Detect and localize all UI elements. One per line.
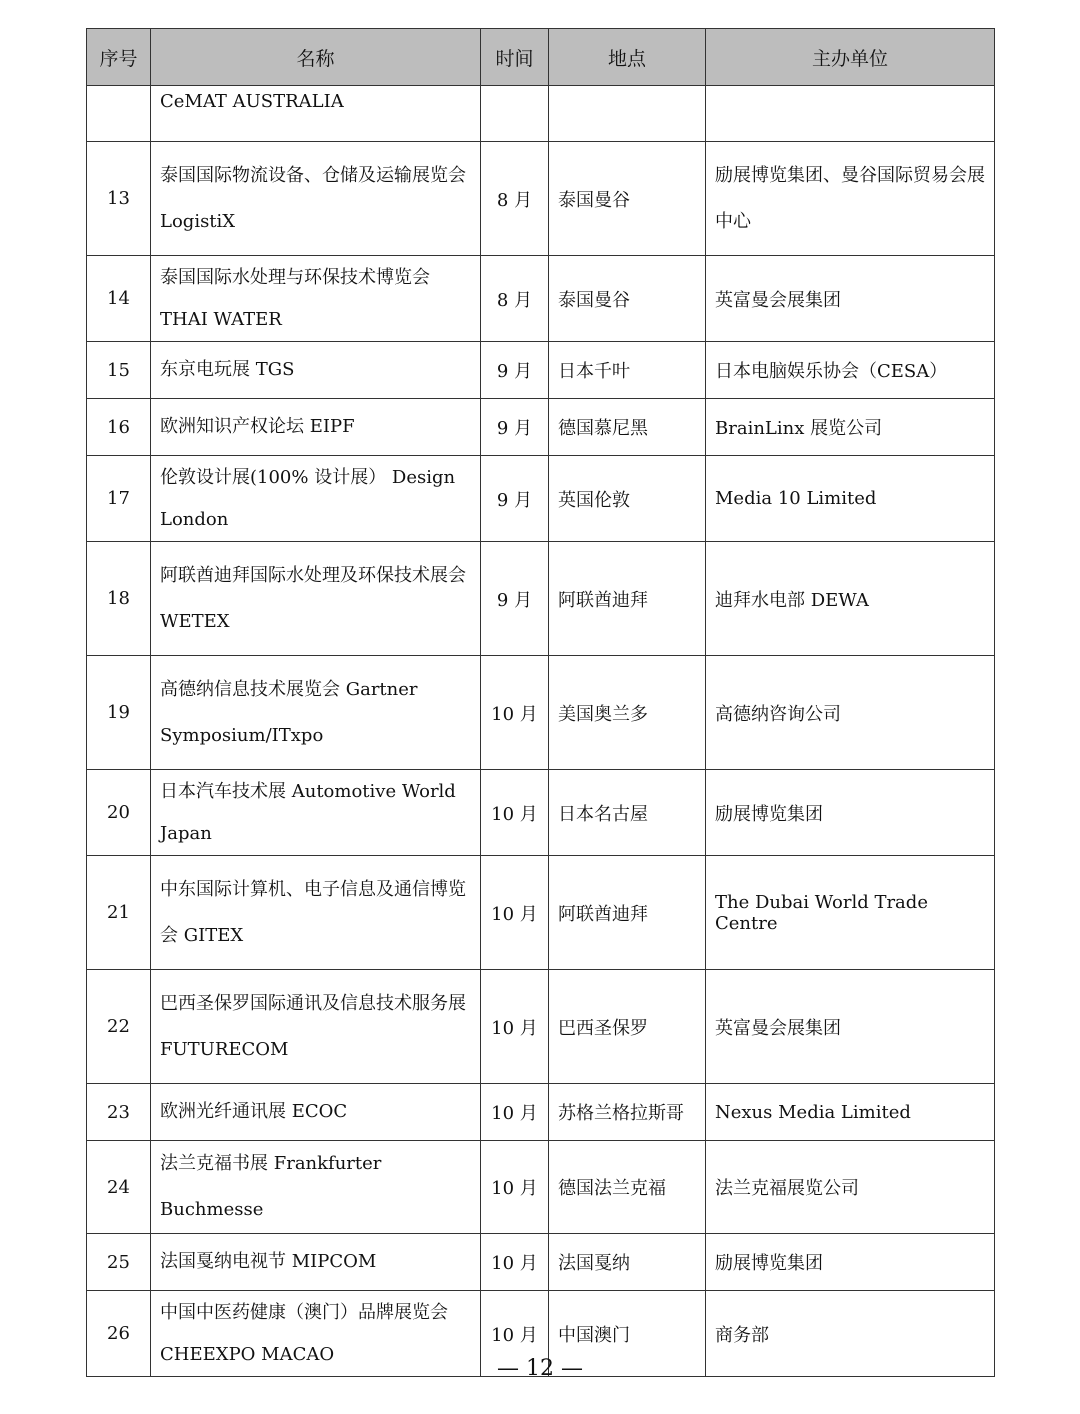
row-organizer: 励展博览集团 (706, 770, 995, 856)
row-index: 24 (87, 1141, 151, 1234)
table-row (87, 656, 995, 770)
row-time (481, 86, 549, 142)
row-organizer: 法兰克福展览公司 (706, 1141, 995, 1234)
row-index: 26 (87, 1291, 151, 1377)
row-organizer: BrainLinx 展览公司 (706, 399, 995, 456)
table-row (87, 770, 995, 856)
row-organizer: 励展博览集团、曼谷国际贸易会展中心 (706, 142, 995, 256)
row-location: 德国法兰克福 (549, 1141, 706, 1234)
row-time: 9 月 (481, 542, 549, 656)
row-location: 法国戛纳 (549, 1234, 706, 1291)
table-row (87, 342, 995, 399)
header-location: 地点 (549, 29, 706, 86)
row-organizer (706, 86, 995, 142)
table-row (87, 1234, 995, 1291)
row-name: 巴西圣保罗国际通讯及信息技术服务展 FUTURECOM (151, 970, 481, 1084)
row-location: 阿联酋迪拜 (549, 856, 706, 970)
table-row (87, 542, 995, 656)
row-location (549, 86, 706, 142)
table-row (87, 142, 995, 256)
row-location: 巴西圣保罗 (549, 970, 706, 1084)
row-time: 8 月 (481, 256, 549, 342)
row-name: 泰国国际水处理与环保技术博览会 THAI WATER (151, 256, 481, 342)
row-organizer: 商务部 (706, 1291, 995, 1377)
row-index: 13 (87, 142, 151, 256)
row-time: 10 月 (481, 656, 549, 770)
row-index: 23 (87, 1084, 151, 1141)
row-organizer: 励展博览集团 (706, 1234, 995, 1291)
row-time: 10 月 (481, 770, 549, 856)
row-time: 10 月 (481, 1234, 549, 1291)
row-time: 8 月 (481, 142, 549, 256)
row-index: 17 (87, 456, 151, 542)
row-index: 14 (87, 256, 151, 342)
row-index: 22 (87, 970, 151, 1084)
row-time: 9 月 (481, 342, 549, 399)
row-organizer: 英富曼会展集团 (706, 970, 995, 1084)
row-organizer: 迪拜水电部 DEWA (706, 542, 995, 656)
row-name: 高德纳信息技术展览会 Gartner Symposium/ITxpo (151, 656, 481, 770)
row-location: 阿联酋迪拜 (549, 542, 706, 656)
row-location: 英国伦敦 (549, 456, 706, 542)
row-organizer: 英富曼会展集团 (706, 256, 995, 342)
table-row (87, 86, 995, 142)
row-time: 9 月 (481, 456, 549, 542)
table-row (87, 1141, 995, 1234)
row-time: 10 月 (481, 856, 549, 970)
row-time: 10 月 (481, 970, 549, 1084)
row-index: 18 (87, 542, 151, 656)
row-name: 东京电玩展 TGS (151, 342, 481, 399)
row-name: 泰国国际物流设备、仓储及运输展览会 LogistiX (151, 142, 481, 256)
table-row (87, 256, 995, 342)
row-index: 21 (87, 856, 151, 970)
row-name: 伦敦设计展(100% 设计展） Design London (151, 456, 481, 542)
row-location: 泰国曼谷 (549, 142, 706, 256)
row-index: 19 (87, 656, 151, 770)
row-location: 日本名古屋 (549, 770, 706, 856)
row-location: 中国澳门 (549, 1291, 706, 1377)
row-name: 中东国际计算机、电子信息及通信博览会 GITEX (151, 856, 481, 970)
row-index: 16 (87, 399, 151, 456)
row-name: 欧洲知识产权论坛 EIPF (151, 399, 481, 456)
row-location: 泰国曼谷 (549, 256, 706, 342)
row-time: 10 月 (481, 1141, 549, 1234)
row-index: 20 (87, 770, 151, 856)
row-location: 苏格兰格拉斯哥 (549, 1084, 706, 1141)
row-time: 9 月 (481, 399, 549, 456)
row-name: 中国中医药健康（澳门）品牌展览会 CHEEXPO MACAO (151, 1291, 481, 1377)
row-index (87, 86, 151, 142)
header-name: 名称 (151, 29, 481, 86)
header-index: 序号 (87, 29, 151, 86)
row-organizer: Nexus Media Limited (706, 1084, 995, 1141)
row-location: 德国慕尼黑 (549, 399, 706, 456)
row-name: CeMAT AUSTRALIA (151, 86, 481, 142)
row-location: 美国奥兰多 (549, 656, 706, 770)
row-time: 10 月 (481, 1291, 549, 1377)
table-row (87, 970, 995, 1084)
table-header-row (87, 29, 995, 86)
row-name: 欧洲光纤通讯展 ECOC (151, 1084, 481, 1141)
row-index: 25 (87, 1234, 151, 1291)
row-name: 法国戛纳电视节 MIPCOM (151, 1234, 481, 1291)
row-organizer: Media 10 Limited (706, 456, 995, 542)
row-organizer: 高德纳咨询公司 (706, 656, 995, 770)
row-organizer: 日本电脑娱乐协会（CESA） (706, 342, 995, 399)
row-time: 10 月 (481, 1084, 549, 1141)
table-row (87, 856, 995, 970)
row-organizer: The Dubai World Trade Centre (706, 856, 995, 970)
header-time: 时间 (481, 29, 549, 86)
header-organizer: 主办单位 (706, 29, 995, 86)
page-number: — 12 — (497, 1356, 583, 1381)
row-name: 阿联酋迪拜国际水处理及环保技术展会 WETEX (151, 542, 481, 656)
table-row (87, 399, 995, 456)
exhibition-table (86, 28, 995, 1377)
row-name: 日本汽车技术展 Automotive World Japan (151, 770, 481, 856)
row-name: 法兰克福书展 Frankfurter Buchmesse (151, 1141, 481, 1234)
table-row (87, 1084, 995, 1141)
row-location: 日本千叶 (549, 342, 706, 399)
table-row (87, 456, 995, 542)
row-index: 15 (87, 342, 151, 399)
